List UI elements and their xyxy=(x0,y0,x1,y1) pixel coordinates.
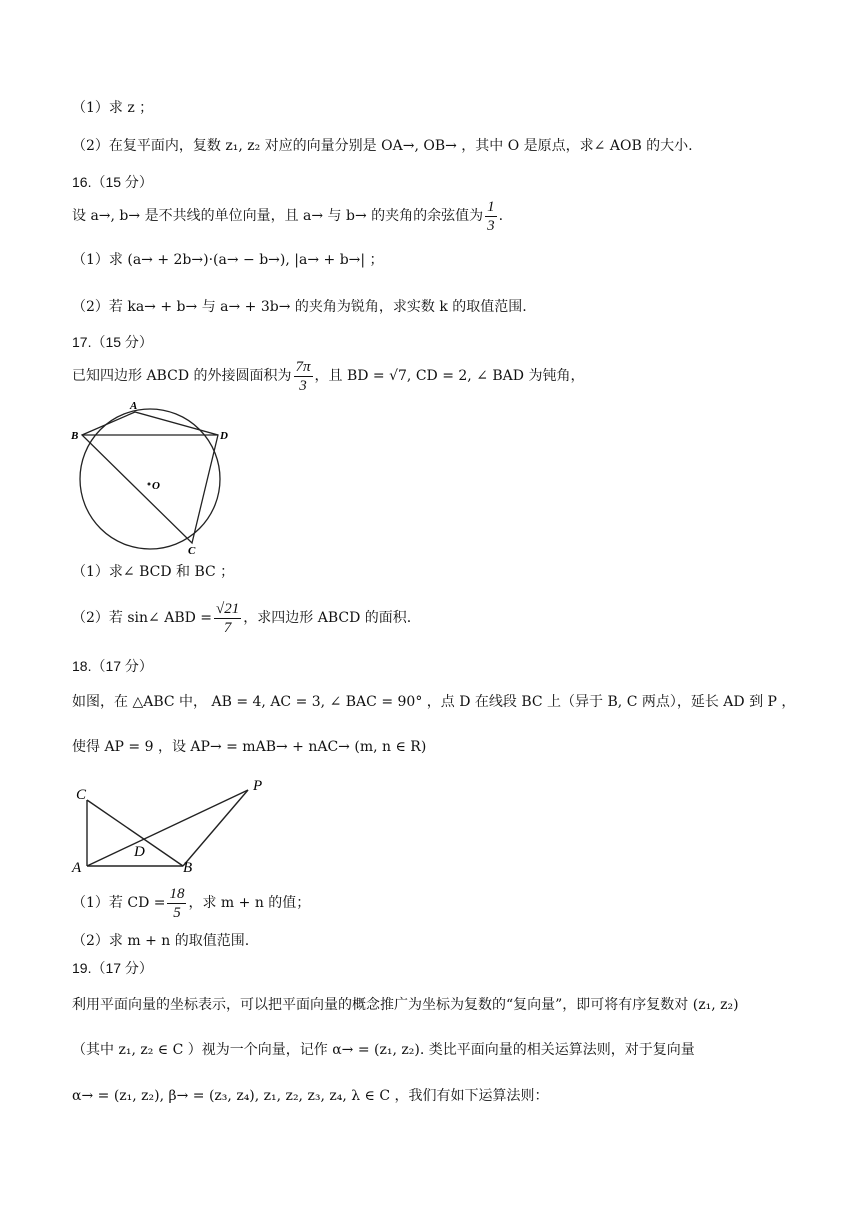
label-d: D xyxy=(220,430,228,442)
q17-sin-num: √21 xyxy=(216,600,240,617)
q16-intro-text: 设 a→, b→ 是不共线的单位向量，且 a→ 与 b→ 的夹角的余弦值为 xyxy=(72,208,484,224)
q19-intro-line2: （其中 z₁, z₂ ∈ C ）视为一个向量，记作 α→ = (z₁, z₂). 类比平面向量的相关运算法则，对于复向量 xyxy=(72,1042,695,1058)
q17-area-den: 3 xyxy=(299,377,307,394)
q18-intro-line2: 使得 AP = 9 ，设 AP→ = mAB→ + nAC→ (m, n ∈ R) xyxy=(72,739,427,755)
quadrilateral-abcd xyxy=(82,412,218,543)
label-b: B xyxy=(183,860,193,876)
q17-part1: （1）求∠ BCD 和 BC ； xyxy=(72,564,235,580)
q18-cd-num: 18 xyxy=(169,885,185,902)
q19-heading: 19.（17 分） xyxy=(72,960,153,976)
q17-part2 xyxy=(72,597,411,639)
label-c: C xyxy=(188,545,196,557)
label-d: D xyxy=(134,844,145,860)
q18-cd-fraction xyxy=(167,885,186,922)
center-point xyxy=(148,483,151,486)
q16-intro-end: . xyxy=(498,208,504,224)
label-b: B xyxy=(71,430,79,442)
q17-sin-den: 7 xyxy=(223,619,232,636)
q17-intro-text-b: ，且 BD = √7, CD = 2, ∠ BAD 为钝角， xyxy=(314,368,585,384)
q17-part2-text-b: ，求四边形 ABCD 的面积. xyxy=(243,610,412,626)
q19-intro-line1: 利用平面向量的坐标表示，可以把平面向量的概念推广为坐标为复数的“复向量”，即可将有序复数对 (z₁, z₂) xyxy=(72,997,739,1013)
q19-intro-line3: α→ = (z₁, z₂), β→ = (z₃, z₄), z₁, z₂, z₃, z₄, λ ∈ C ，我们有如下运算法则： xyxy=(72,1088,549,1104)
q17-intro-text-a: 已知四边形 ABCD 的外接圆面积为 xyxy=(72,368,292,384)
label-a: A xyxy=(72,860,82,876)
q16-cos-num: 1 xyxy=(487,198,495,215)
q18-intro-line1: 如图，在 △ABC 中， AB = 4, AC = 3, ∠ BAC = 90° ，点 D 在线段 BC 上（异于 B, C 两点），延长 AD 到 P ， xyxy=(72,694,796,710)
label-a: A xyxy=(130,400,138,412)
q16-part1: （1）求 (a→ + 2b→)·(a→ − b→), |a→ + b→| ； xyxy=(72,252,384,268)
label-c: C xyxy=(76,787,87,803)
q18-part1-text-a: （1）若 CD = xyxy=(72,895,166,911)
q18-heading: 18.（17 分） xyxy=(72,658,153,674)
q16-cos-fraction xyxy=(485,198,497,235)
label-o: O xyxy=(152,480,160,492)
segment-bp xyxy=(183,790,248,866)
q18-triangle-figure xyxy=(68,774,278,876)
q16-part2: （2）若 ka→ + b→ 与 a→ + 3b→ 的夹角为锐角，求实数 k 的取值范围. xyxy=(72,299,527,315)
q17-area-fraction xyxy=(294,358,313,395)
q17-heading: 17.（15 分） xyxy=(72,334,153,350)
q15-part1: （1）求 z ； xyxy=(72,100,154,116)
q18-part1 xyxy=(72,882,310,924)
q17-part2-text-a: （2）若 sin∠ ABD = xyxy=(72,610,213,626)
q16-cos-den: 3 xyxy=(487,217,495,234)
q18-part1-text-b: ，求 m + n 的值； xyxy=(188,895,311,911)
q16-intro xyxy=(72,196,503,236)
q18-part2: （2）求 m + n 的取值范围. xyxy=(72,933,250,949)
q16-heading: 16.（15 分） xyxy=(72,174,153,190)
q17-circle-figure xyxy=(68,398,238,558)
q17-area-num: 7π xyxy=(295,358,311,375)
q18-cd-den: 5 xyxy=(173,904,181,921)
q17-sin-fraction xyxy=(214,600,241,637)
q15-part2: （2）在复平面内，复数 z₁, z₂ 对应的向量分别是 OA→, OB→ ，其中 O 是原点，求∠ AOB 的大小. xyxy=(72,138,693,154)
q17-intro xyxy=(72,356,584,396)
label-p: P xyxy=(253,778,263,794)
